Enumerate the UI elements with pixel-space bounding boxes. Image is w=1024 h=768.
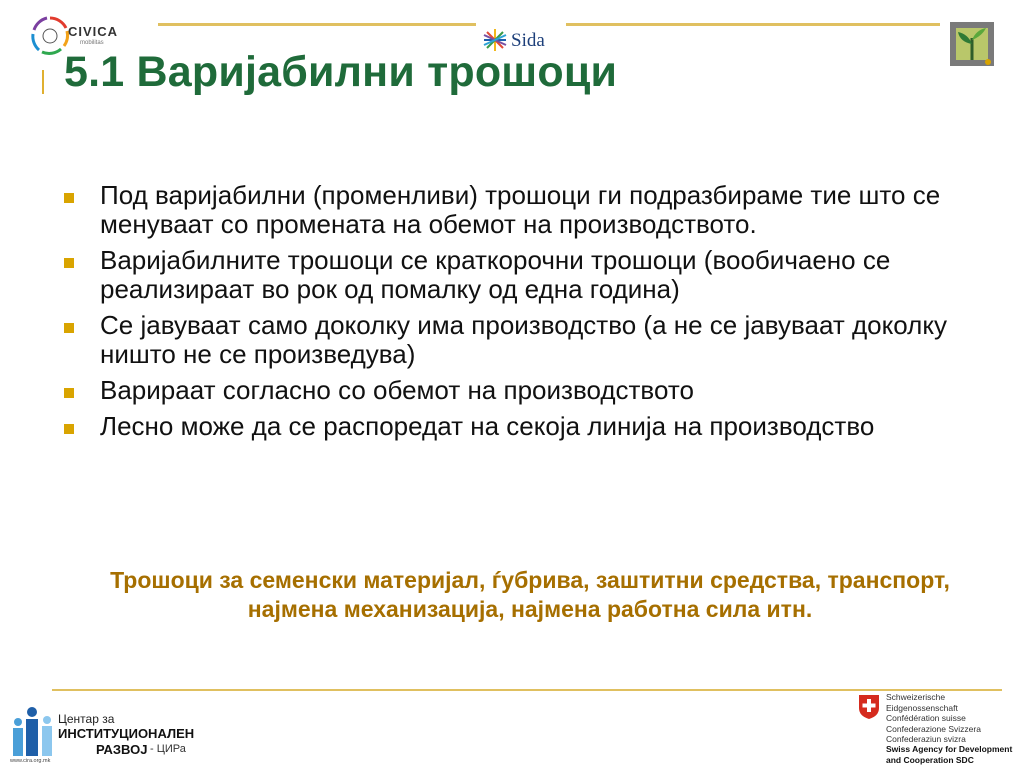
sdc-line: Confédération suisse [886,713,966,723]
top-rule-left [158,23,476,26]
bullet-square-icon [64,193,74,203]
cira-line-3: РАЗВОЈ [96,742,148,757]
cira-url: www.cira.org.mk [10,758,51,764]
bullet-item [62,376,982,405]
sdc-line: Confederazione Svizzera [886,723,981,734]
cira-figures-icon [10,702,56,758]
cira-logo [10,702,210,764]
bullet-text: Се јавуваат само доколку има производство (а не се јавуваат доколку ништо не се произведува) [100,310,947,369]
cira-line-2: ИНСТИТУЦИОНАЛЕН [58,726,195,741]
bullet-item [62,412,982,441]
bullet-item [62,311,982,369]
bullet-text: Лесно може да се распоредат на секоја линија на производство [100,411,875,441]
bullet-square-icon [64,258,74,268]
cira-line-1: Центар за [58,712,115,726]
civica-wordmark: CIVICA [68,24,119,39]
sdc-line: Schweizerische Eidgenossenschaft [886,692,958,713]
callout-text: Трошоци за семенски материјал, ѓубрива, заштитни средства, транспорт, најмена механизација, најмена работна сила итн. [110,567,950,622]
sdc-agency-line: Swiss Agency for Development [886,744,1013,754]
bullet-text: Варираат согласно со обемот на производството [100,375,694,405]
sida-wordmark: Sida [511,30,545,51]
top-rule-right [566,23,940,26]
sdc-agency-line: and Cooperation SDC [886,754,974,765]
cira-line-3b: - ЦИРа [150,743,186,755]
swiss-shield-icon [858,694,880,720]
plant-sprout-icon [948,20,996,68]
bullet-list [62,181,982,448]
bullet-item [62,181,982,239]
title-accent-bar [42,70,44,94]
page-title: 5.1 Варијабилни трошоци [64,48,618,96]
bullet-square-icon [64,323,74,333]
bullet-text: Варијабилните трошоци се краткорочни трошоци (вообичаено се реализираат во рок од помалку од една година) [100,245,891,304]
bullet-item [62,246,982,304]
bullet-square-icon [64,424,74,434]
plant-logo [948,20,996,68]
bullet-square-icon [64,388,74,398]
bottom-rule [52,689,1002,691]
sdc-line: Confederaziun svizra [886,734,966,744]
civica-subtext: mobilitas [80,40,104,46]
bullet-text: Под варијабилни (променливи) трошоци ги подразбираме тие што се менуваат со промената на обемот на производството. [100,180,941,239]
sdc-logo [856,692,1016,764]
